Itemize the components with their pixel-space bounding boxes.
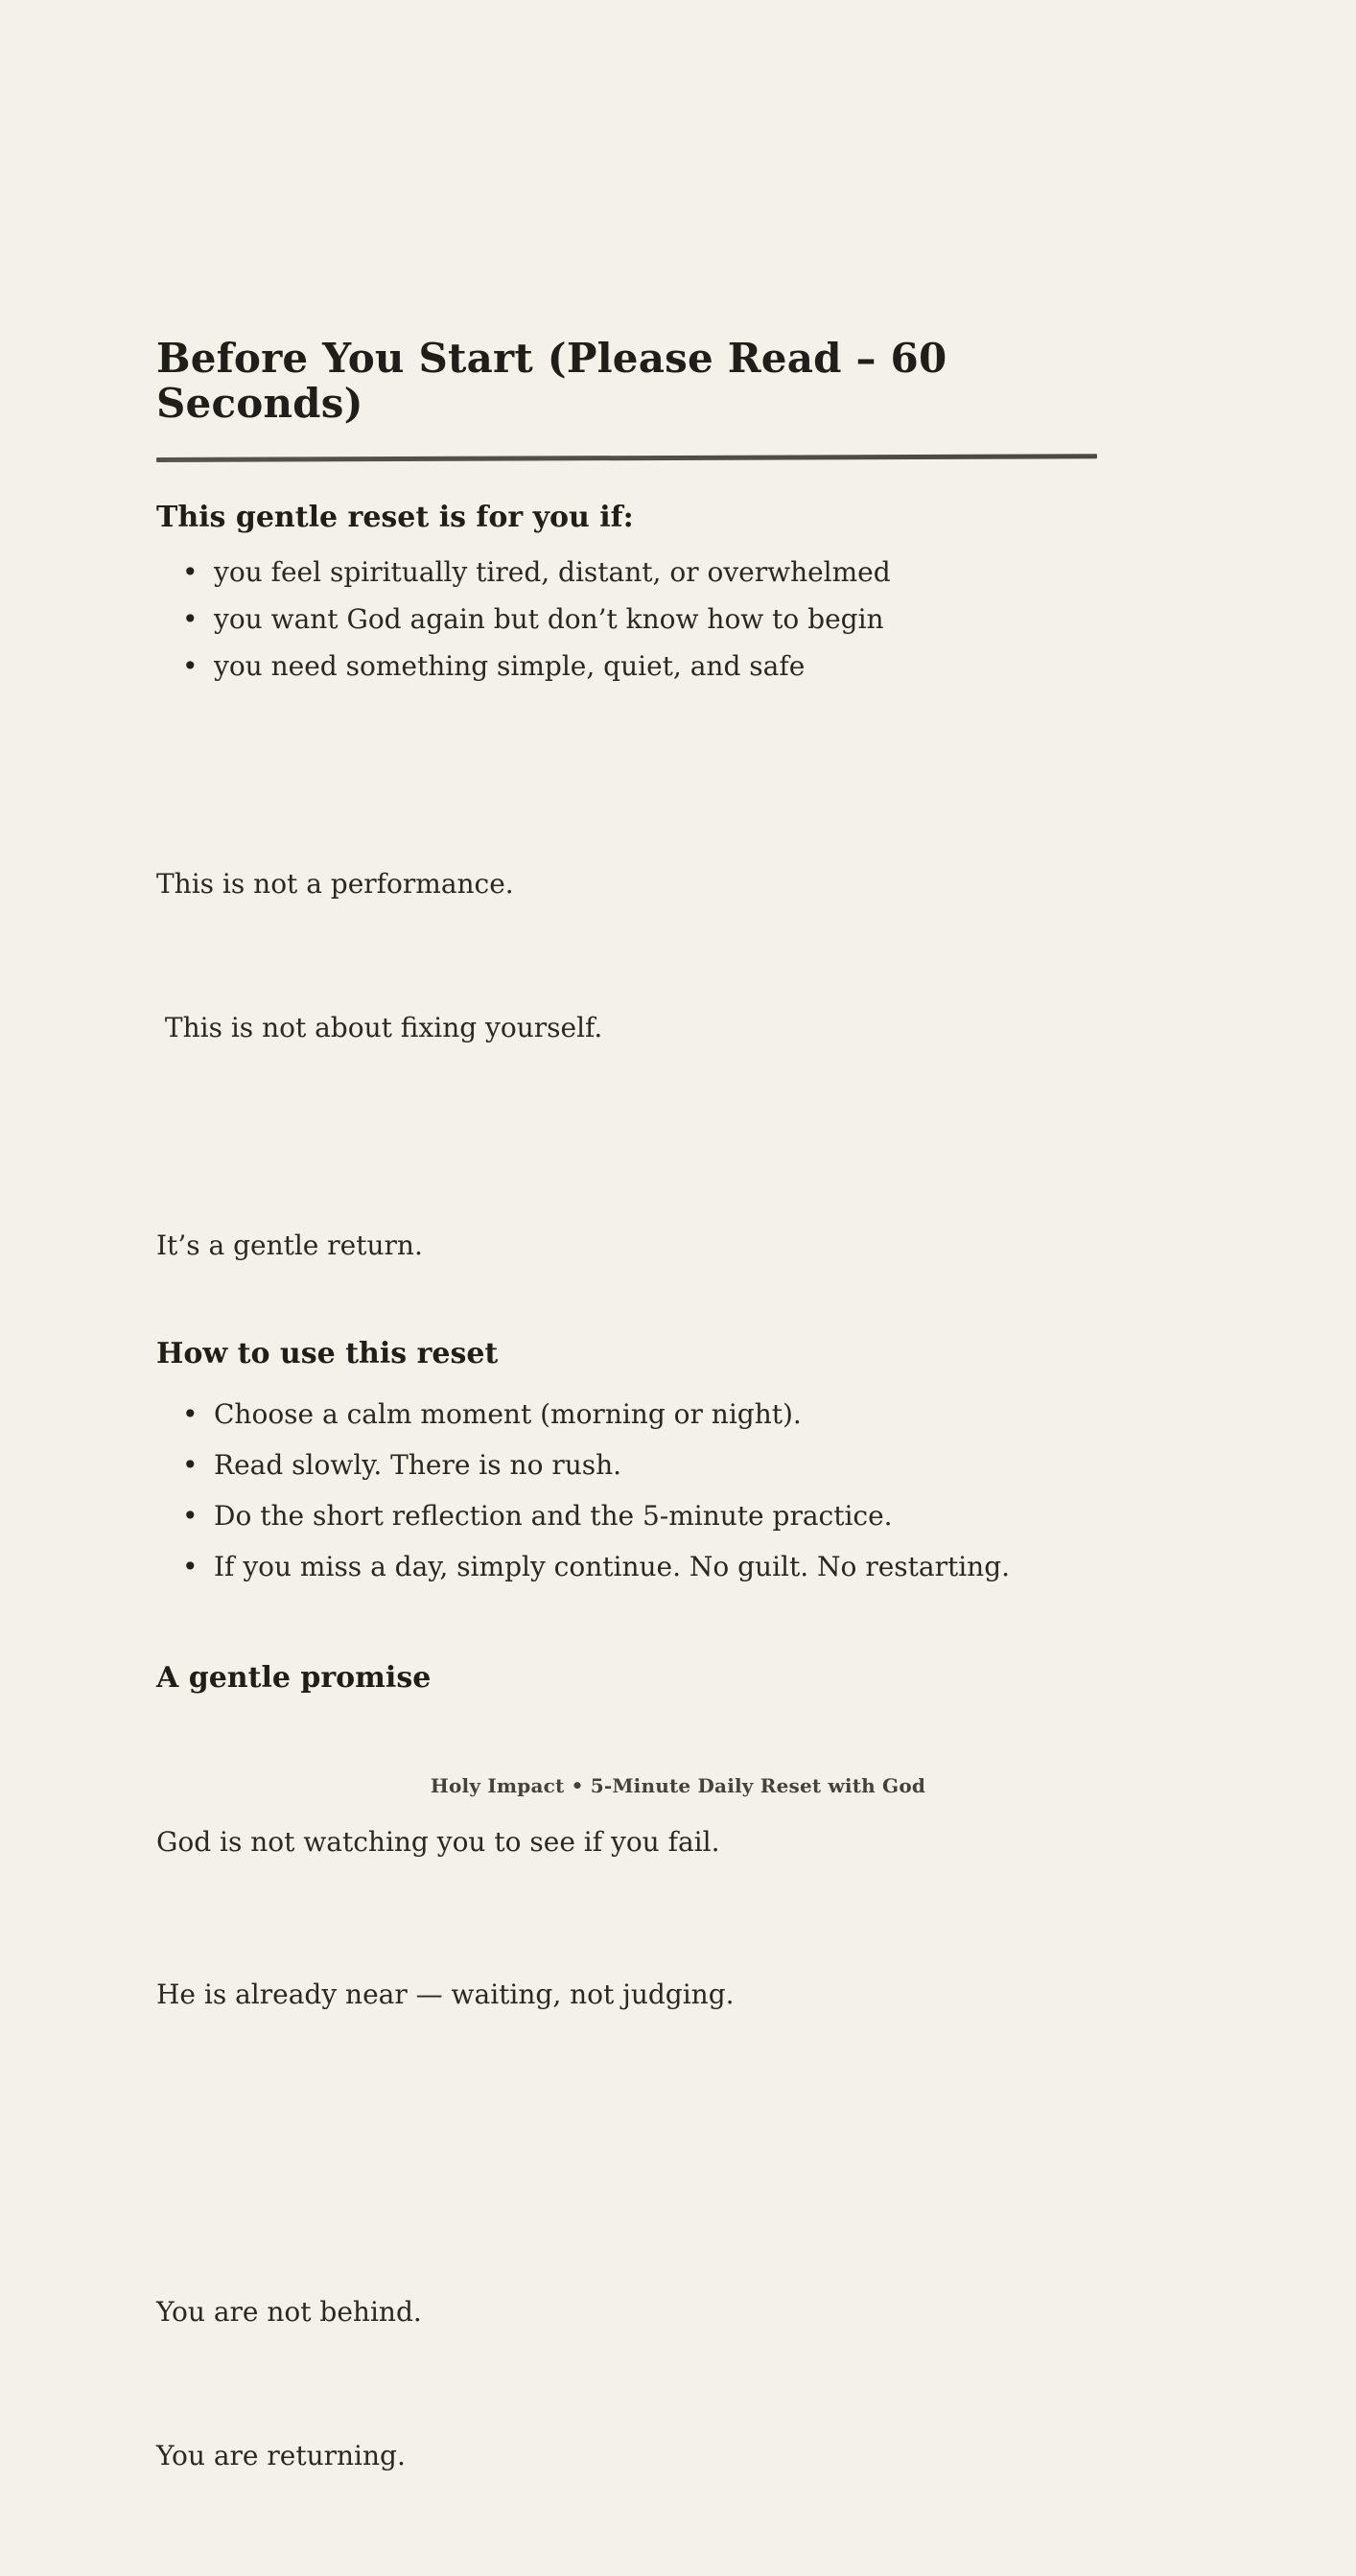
title-divider xyxy=(156,454,1097,462)
how-to-use-list xyxy=(156,1389,1126,1592)
paragraph-line: This is not a performance. xyxy=(156,868,514,901)
section-heading-gentle-promise: A gentle promise xyxy=(156,1661,432,1696)
paragraph-line: God is not watching you to see if you fail. xyxy=(156,1826,720,1859)
list-item: • Choose a calm moment (morning or night). xyxy=(214,1389,1126,1440)
page-footer: Holy Impact • 5-Minute Daily Reset with God xyxy=(430,1774,926,1797)
paragraph-line: You are returning. xyxy=(156,2440,406,2472)
paragraph-you-are-returning xyxy=(156,2192,1126,2576)
paragraph-line: You are not behind. xyxy=(156,2296,422,2329)
reset-for-you-list xyxy=(156,549,1126,690)
section-heading-how-to-use: How to use this reset xyxy=(156,1337,499,1371)
list-item: • you need something simple, quiet, and safe xyxy=(214,643,1126,690)
list-item: • you want God again but don’t know how to begin xyxy=(214,596,1126,643)
section-heading-reset-for-you: This gentle reset is for you if: xyxy=(156,501,634,535)
paragraph-gentle-return: It’s a gentle return. xyxy=(156,1229,423,1262)
page-title: Before You Start (Please Read – 60 Seconds) xyxy=(156,335,947,428)
paragraph-not-performance xyxy=(156,764,1126,1148)
list-item: • Read slowly. There is no rush. xyxy=(214,1440,1126,1490)
paragraph-line: He is already near — waiting, not judging. xyxy=(156,1979,735,2011)
list-item: • If you miss a day, simply continue. No guilt. No restarting. xyxy=(214,1541,1126,1592)
paragraph-line: This is not about fixing yourself. xyxy=(156,1012,603,1044)
list-item: • you feel spiritually tired, distant, or overwhelmed xyxy=(214,549,1126,596)
list-item: • Do the short reflection and the 5-minute practice. xyxy=(214,1490,1126,1541)
